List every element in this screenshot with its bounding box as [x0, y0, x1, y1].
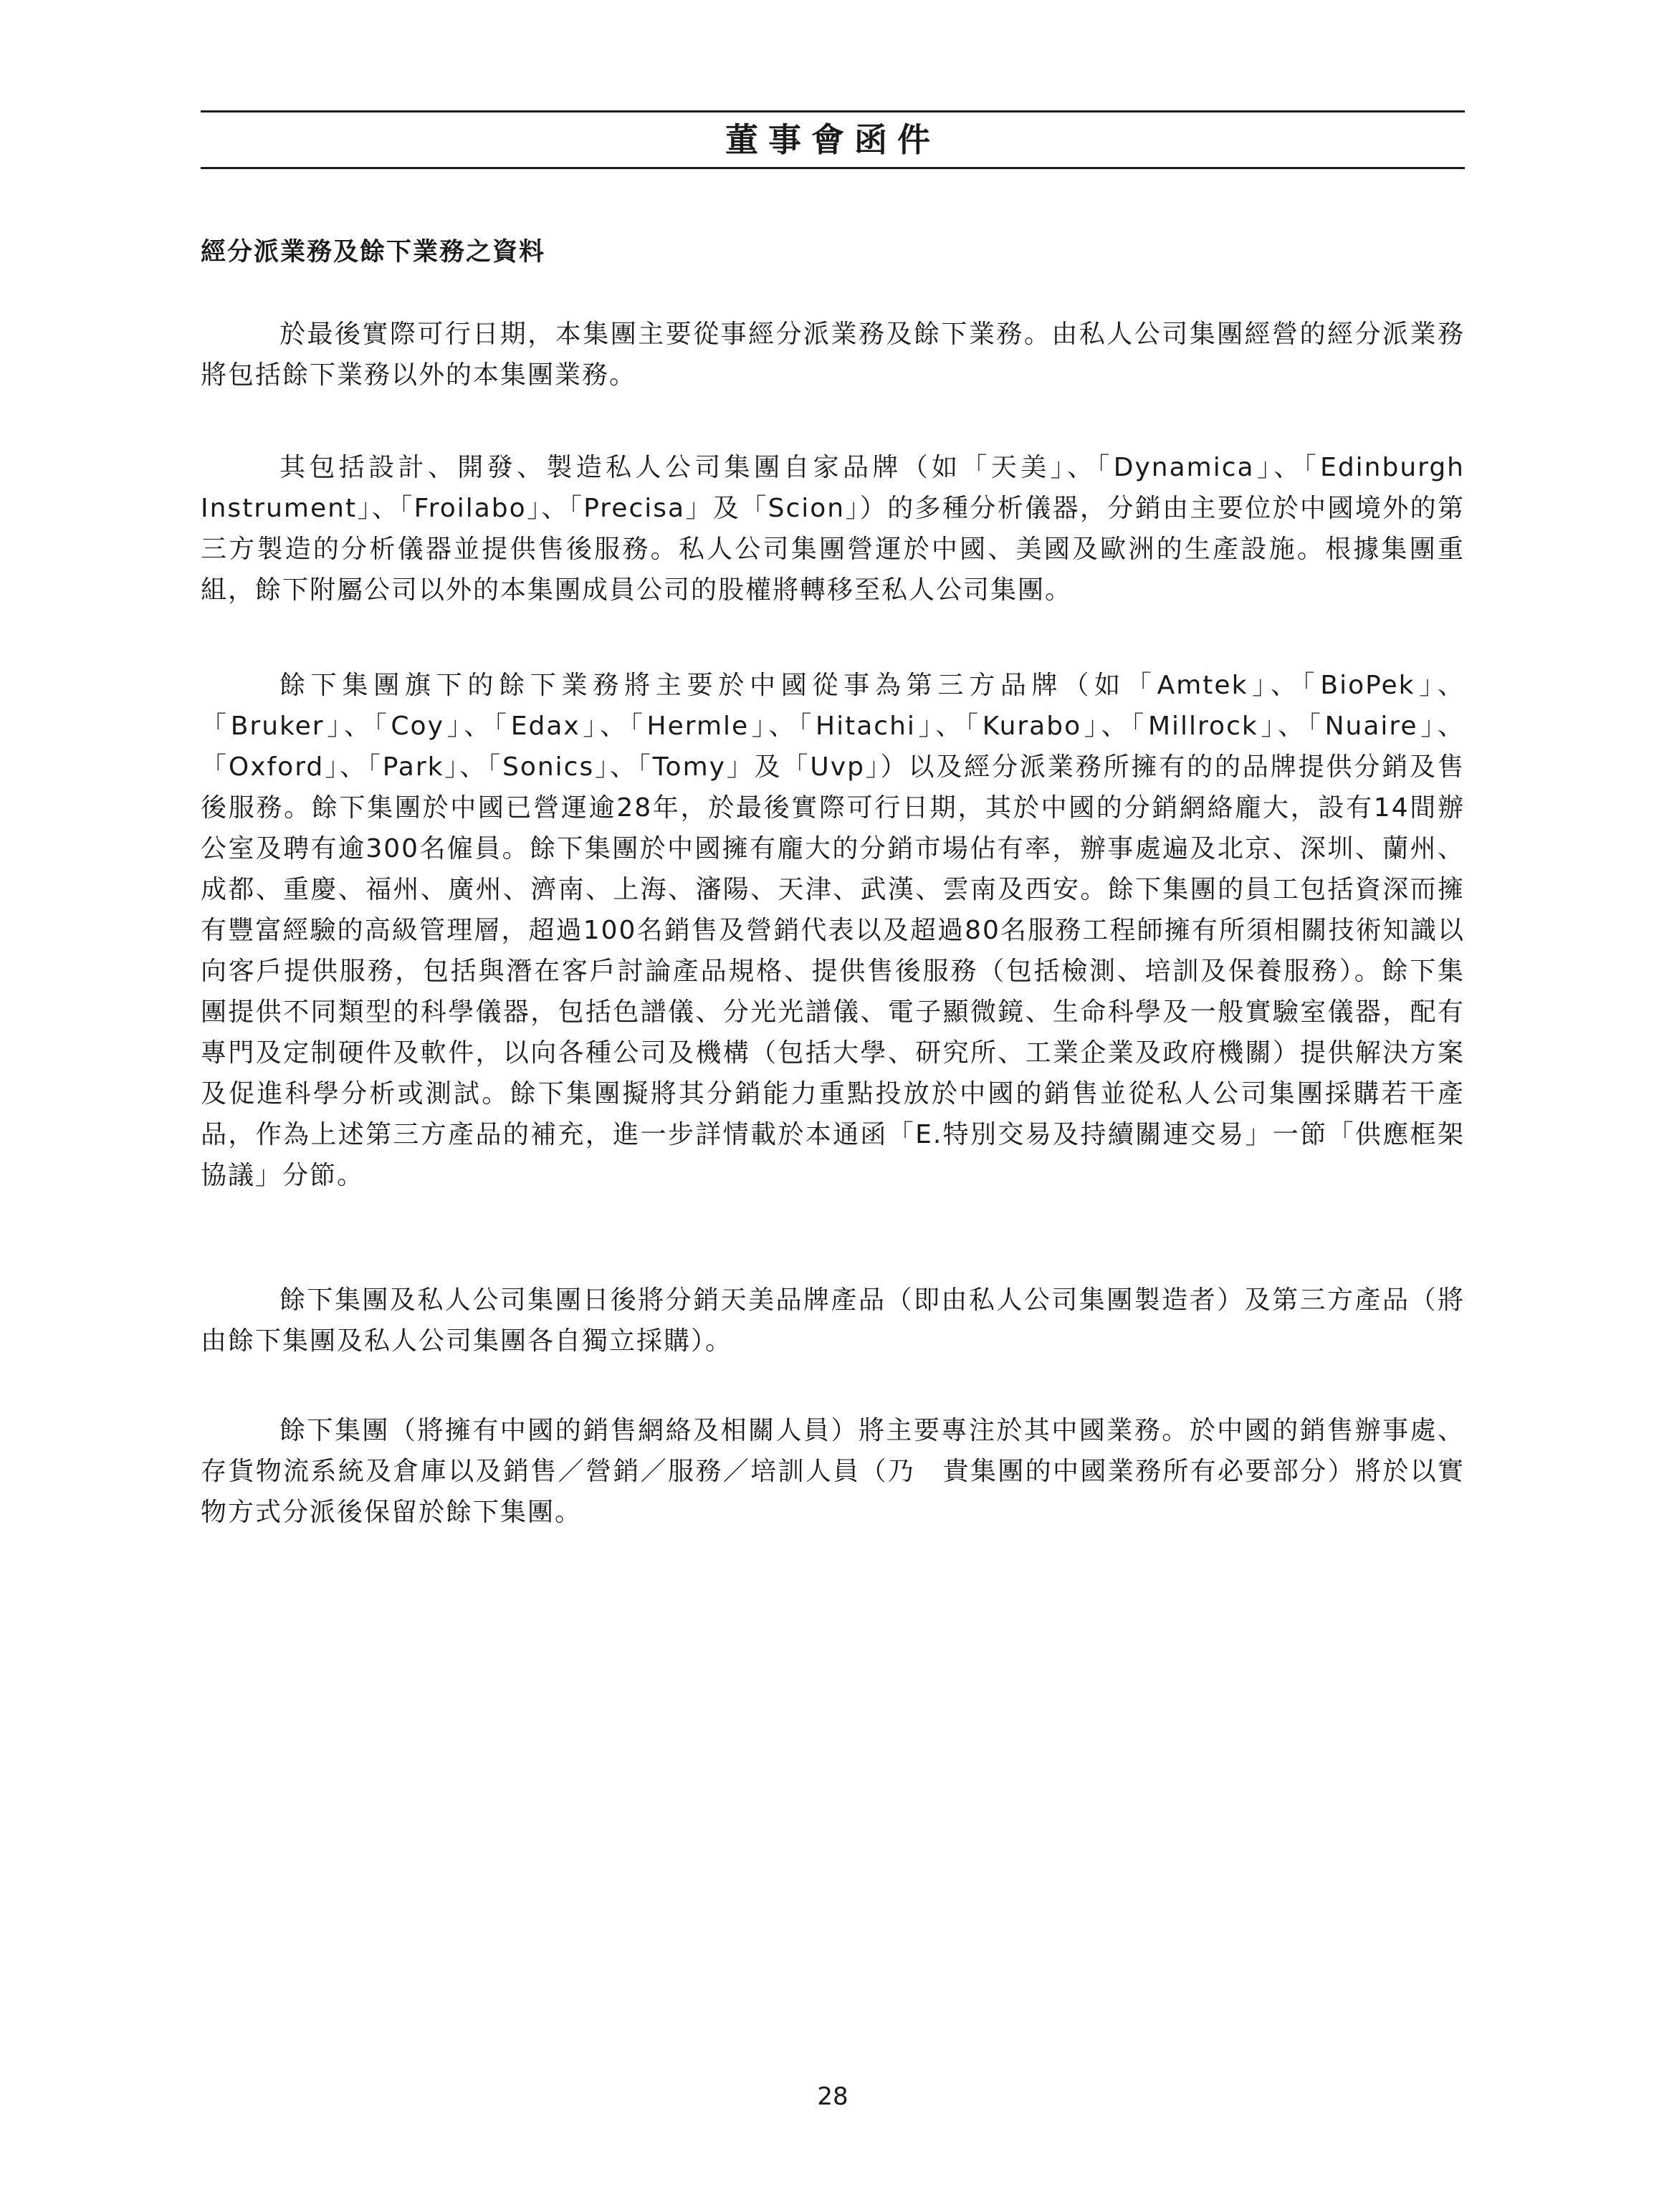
document-page: [201, 0, 1465, 2212]
paragraph-2: 其包括設計、開發、製造私人公司集團自家品牌（如「天美」、「Dynamica」、「Edinburgh Instrument」、「Froilabo」、「Precisa」及「Scion」）的多種分析儀器，分銷由主要位於中國境外的第三方製造的分析儀器並提供售後服務。私人公司集團營運於中國、美國及歐洲的生產設施。根據集團重組，餘下附屬公司以外的本集團成員公司的股權將轉移至私人公司集團。: [201, 453, 1465, 605]
paragraph-1: 於最後實際可行日期，本集團主要從事經分派業務及餘下業務。由私人公司集團經營的經分派業務將包括餘下業務以外的本集團業務。: [201, 320, 1465, 390]
header-title: 董事會函件: [725, 120, 940, 159]
paragraph-4: 餘下集團及私人公司集團日後將分銷天美品牌產品（即由私人公司集團製造者）及第三方產品（將由餘下集團及私人公司集團各自獨立採購）。: [201, 1285, 1465, 1356]
section-heading: 經分派業務及餘下業務之資料: [201, 238, 546, 267]
paragraph-5: 餘下集團（將擁有中國的銷售網絡及相關人員）將主要專注於其中國業務。於中國的銷售辦事處、存貨物流系統及倉庫以及銷售／營銷／服務／培訓人員（乃 貴集團的中國業務所有必要部分）將於以實物方式分派後保留於餘下集團。: [201, 1416, 1465, 1527]
page-header: [201, 110, 1465, 169]
paragraph-3: 餘下集團旗下的餘下業務將主要於中國從事為第三方品牌（如「Amtek」、「BioPek」、「Bruker」、「Coy」、「Edax」、「Hermle」、「Hitachi」、「Kurabo」、「Millrock」、「Nuaire」、「Oxford」、「Park」、「Sonics」、「Tomy」及「Uvp」）以及經分派業務所擁有的的品牌提供分銷及售後服務。餘下集團於中國已營運逾28年，於最後實際可行日期，其於中國的分銷網絡龐大，設有14間辦公室及聘有逾300名僱員。餘下集團於中國擁有龐大的分銷市場佔有率，辦事處遍及北京、深圳、蘭州、成都、重慶、福州、廣州、濟南、上海、瀋陽、天津、武漢、雲南及西安。餘下集團的員工包括資深而擁有豐富經驗的高級管理層，超過100名銷售及營銷代表以及超過80名服務工程師擁有所須相關技術知識以向客戶提供服務，包括與潛在客戶討論產品規格、提供售後服務（包括檢測、培訓及保養服務）。餘下集團提供不同類型的科學儀器，包括色譜儀、分光光譜儀、電子顯微鏡、生命科學及一般實驗室儀器，配有專門及定制硬件及軟件，以向各種公司及機構（包括大學、研究所、工業企業及政府機關）提供解決方案及促進科學分析或測試。餘下集團擬將其分銷能力重點投放於中國的銷售並從私人公司集團採購若干產品，作為上述第三方產品的補充，進一步詳情載於本通函「E.特別交易及持續關連交易」一節「供應框架協議」分節。: [201, 671, 1465, 1190]
page-number: 28: [817, 2082, 848, 2111]
